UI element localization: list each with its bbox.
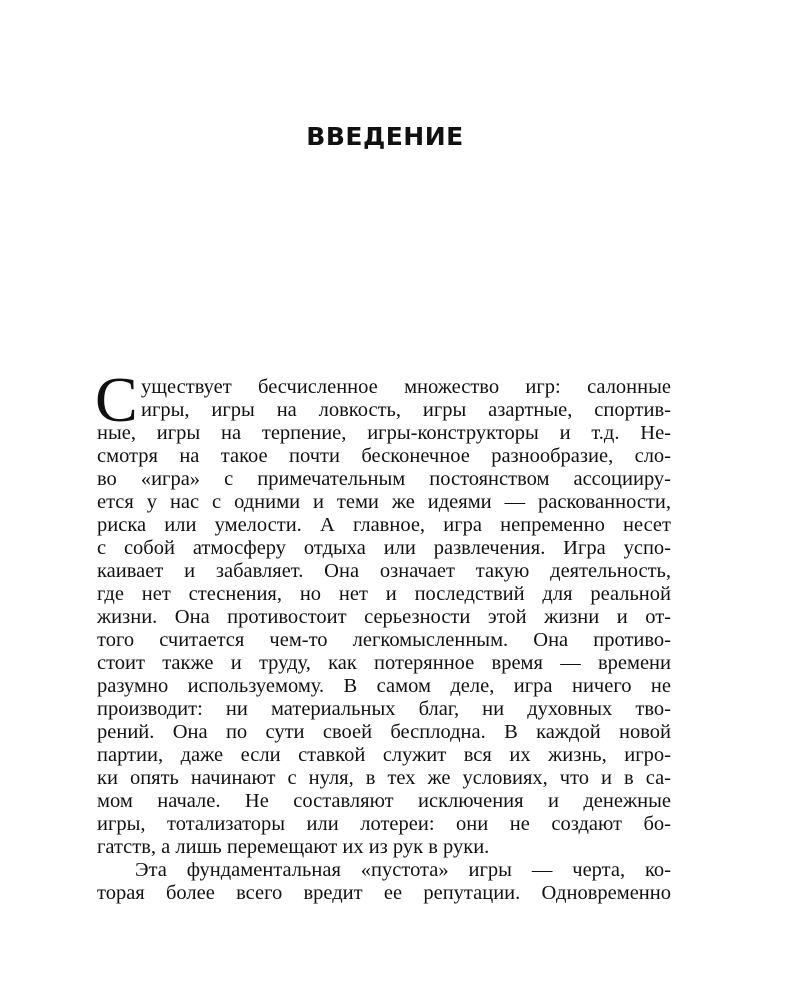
paragraph-2 [97, 859, 671, 905]
text-line: Эта фундаментальная «пустота» игры — черта, ко- [135, 859, 671, 881]
text-line: разумно используемому. В самом деле, игра ничего не [97, 675, 671, 697]
text-line: во «игра» с примечательным постоянством ассоцииру- [97, 468, 671, 490]
text-line: каивает и забавляет. Она означает такую деятельность, [97, 560, 671, 582]
text-line: партии, даже если ставкой служит вся их жизнь, игро- [97, 744, 671, 766]
text-line: игры, игры на ловкость, игры азартные, спортив- [141, 399, 671, 421]
line-text: уществует бесчисленное множество игр: салонные [141, 376, 671, 398]
text-line: ется у нас с одними и теми же идеями — раскованности, [97, 491, 671, 513]
text-line: смотря на такое почти бесконечное разнообразие, сло- [97, 445, 671, 467]
text-line: рений. Она по сути своей бесплодна. В каждой новой [97, 721, 671, 743]
text-line: ки опять начинают с нуля, в тех же условиях, что и в са- [97, 767, 671, 789]
text-line: ные, игры на терпение, игры-конструкторы и т.д. Не- [97, 422, 671, 444]
text-line: где нет стеснения, но нет и последствий для реальной [97, 583, 671, 605]
text-line: гатств, а лишь перемещают их из рук в руки. [97, 836, 490, 858]
text-line: производит: ни материальных благ, ни духовных тво- [97, 698, 671, 720]
text-line: того считается чем-то легкомысленным. Она противо- [97, 629, 671, 651]
text-line: риска или умелости. А главное, игра непременно несет [97, 514, 671, 536]
chapter-title: ВВЕДЕНИЕ [306, 122, 464, 151]
text-line: игры, тотализаторы или лотереи: они не создают бо- [97, 813, 671, 835]
text-line: жизни. Она противостоит серьезности этой жизни и от- [97, 606, 671, 628]
text-line: мом начале. Не составляют исключения и денежные [97, 790, 671, 812]
paragraph-1 [95, 364, 671, 859]
body-text [95, 364, 671, 905]
text-line: с собой атмосферу отдыха или развлечения. Игра успо- [97, 537, 671, 559]
drop-cap: С [95, 364, 138, 435]
text-line: торая более всего вредит ее репутации. Одновременно [97, 882, 671, 904]
text-line: стоит также и труду, как потерянное время — времени [97, 652, 671, 674]
